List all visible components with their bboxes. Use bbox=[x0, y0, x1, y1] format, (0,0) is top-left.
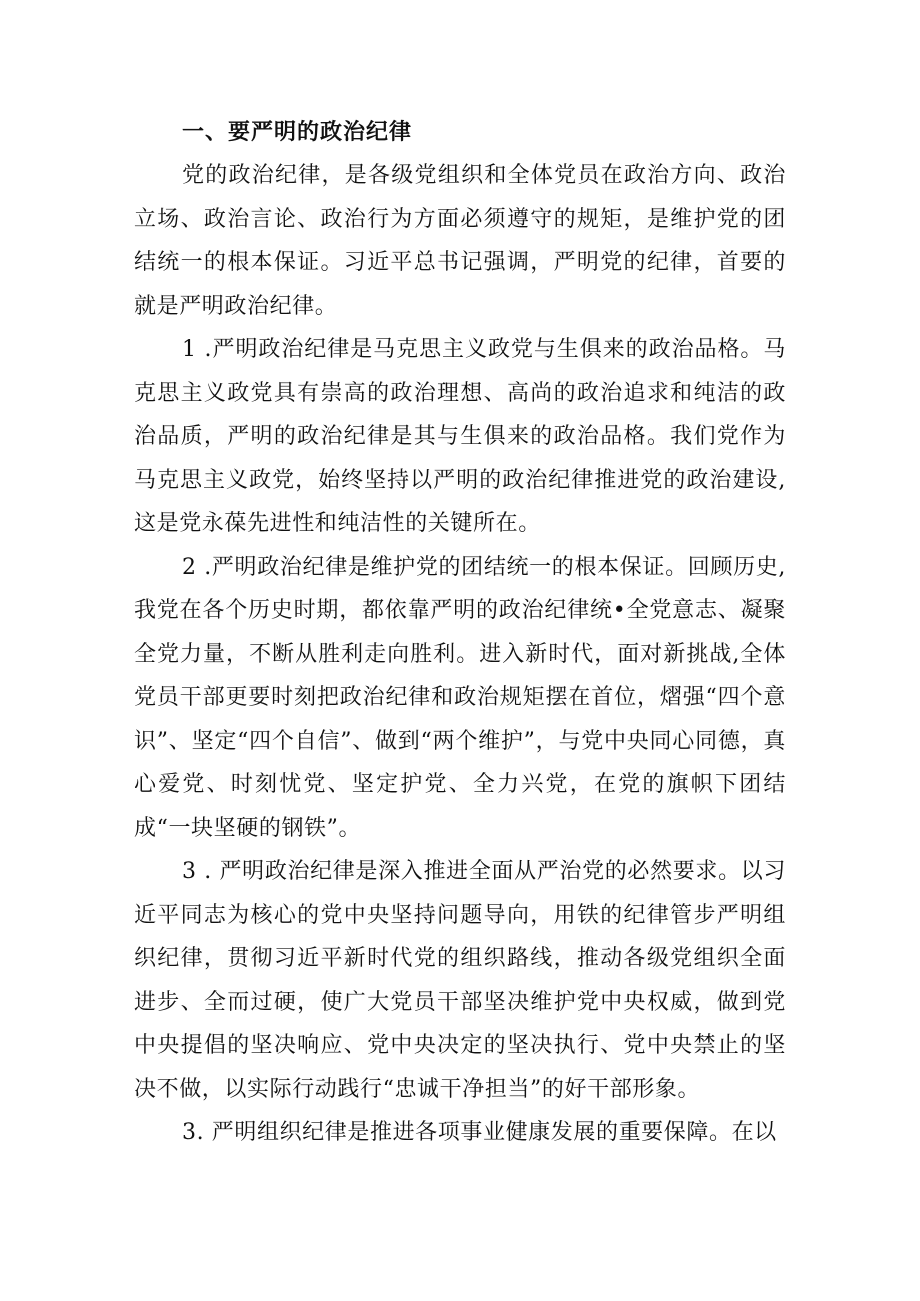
paragraph-intro: 党的政治纪律，是各级党组织和全体党员在政治方向、政治立场、政治言论、政治行为方面必须遵守的规矩，是维护党的团结统一的根本保证。习近平总书记强调，严明党的纪律，首要的就是严明政治纪律。 bbox=[134, 163, 786, 319]
document-body bbox=[134, 112, 786, 1155]
paragraph-point-3: 3 . 严明政治纪律是深入推进全面从严治党的必然要求。以习近平同志为核心的党中央坚持问题导向，用铁的纪律管步严明组织纪律，贯彻习近平新时代党的组织路线，推动各级党组织全面进步、全而过硬，使广大党员干部坚决维护党中央权威，做到党中央提倡的坚决响应、党中央决定的坚决执行、党中央禁止的坚决不做，以实际行动践行“忠诚干净担当”的好干部形象。 bbox=[134, 859, 786, 1102]
paragraph-point-3b: 3. 严明组织纪律是推进各项事业健康发展的重要保障。在以 bbox=[182, 1120, 777, 1145]
section-heading: 一、要严明的政治纪律 bbox=[182, 120, 413, 145]
paragraph-point-2: 2 .严明政治纪律是维护党的团结统一的根本保证。回顾历史,我党在各个历史时期，都依靠严明的政治纪律统•全党意志、凝聚全党力量，不断从胜利走向胜利。进入新时代，面对新挑战,全体党员干部更要时刻把政治纪律和政治规矩摆在首位，熠强“四个意识”、坚定“四个自信”、做到“两个维护”，与党中央同心同德，真心爱党、时刻忧党、坚定护党、全力兴党，在党的旗帜下团结成“一块坚硬的钢铁”。 bbox=[134, 554, 786, 841]
paragraph-point-1: 1 .严明政治纪律是马克思主义政党与生俱来的政治品格。马克思主义政党具有崇高的政治理想、高尚的政治追求和纯洁的政治品质，严明的政治纪律是其与生俱来的政治品格。我们党作为马克思主义政党，始终坚持以严明的政治纪律推进党的政治建设,这是党永葆先进性和纯洁性的关键所在。 bbox=[134, 337, 786, 536]
